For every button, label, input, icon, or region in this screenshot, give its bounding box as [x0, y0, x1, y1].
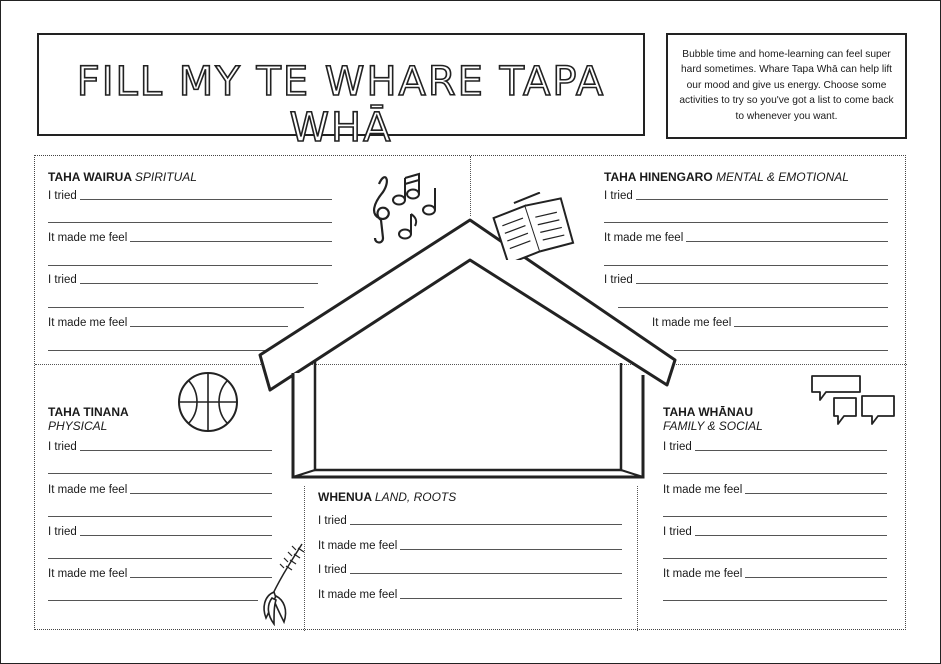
section-title: TAHA WHĀNAU	[663, 405, 753, 419]
blank-line[interactable]	[663, 600, 887, 601]
felt-field[interactable]: It made me feel	[318, 589, 622, 601]
section-title: WHENUA LAND, ROOTS	[318, 490, 457, 504]
blank-line[interactable]	[48, 473, 272, 474]
basketball-icon	[176, 370, 240, 434]
tried-field[interactable]: I tried	[604, 190, 888, 202]
divider	[637, 486, 638, 631]
felt-field[interactable]: It made me feel	[318, 540, 622, 552]
felt-field[interactable]: It made me feel	[48, 232, 332, 244]
section-subtitle: FAMILY & SOCIAL	[663, 419, 763, 433]
section-title: TAHA TINANA	[48, 405, 129, 419]
tried-field[interactable]: I tried	[48, 274, 318, 286]
tried-field[interactable]: I tried	[318, 564, 622, 576]
page-title: FILL MY TE WHARE TAPA WHĀ	[76, 59, 606, 151]
blank-line[interactable]	[663, 473, 887, 474]
tried-field[interactable]: I tried	[663, 526, 887, 538]
blank-line[interactable]	[48, 600, 258, 601]
tried-field[interactable]: I tried	[48, 526, 272, 538]
section-whenua	[318, 490, 622, 610]
felt-field[interactable]: It made me feel	[48, 568, 272, 580]
section-title: TAHA HINENGARO MENTAL & EMOTIONAL	[604, 170, 849, 184]
section-subtitle: PHYSICAL	[48, 419, 108, 433]
tried-field[interactable]: I tried	[604, 274, 888, 286]
felt-field[interactable]: It made me feel	[48, 484, 272, 496]
section-whanau	[663, 405, 887, 605]
tried-field[interactable]: I tried	[318, 515, 622, 527]
felt-field[interactable]: It made me feel	[652, 317, 888, 329]
book-icon	[492, 192, 576, 260]
tried-field[interactable]: I tried	[48, 441, 272, 453]
blank-line[interactable]	[674, 350, 888, 351]
intro-text: Bubble time and home-learning can feel super hard sometimes. Whare Tapa Whā can help lift our mood and give us energy. Choose some activities to try so you've got a list to come back to whenever you want.	[666, 33, 907, 139]
felt-field[interactable]: It made me feel	[663, 484, 887, 496]
felt-field[interactable]: It made me feel	[48, 317, 288, 329]
tried-field[interactable]: I tried	[663, 441, 887, 453]
tried-field[interactable]: I tried	[48, 190, 332, 202]
flower-icon	[258, 540, 308, 626]
felt-field[interactable]: It made me feel	[663, 568, 887, 580]
blank-line[interactable]	[48, 350, 270, 351]
music-notes-icon	[365, 170, 440, 246]
felt-field[interactable]: It made me feel	[604, 232, 888, 244]
title-box	[37, 33, 645, 151]
blank-line[interactable]	[48, 516, 272, 517]
blank-line[interactable]	[663, 516, 887, 517]
section-title: TAHA WAIRUA SPIRITUAL	[48, 170, 197, 184]
section-tinana	[48, 405, 272, 605]
speech-bubbles-icon	[808, 372, 898, 430]
blank-line[interactable]	[48, 558, 272, 559]
house-icon	[255, 215, 680, 483]
blank-line[interactable]	[663, 558, 887, 559]
divider	[470, 156, 471, 216]
